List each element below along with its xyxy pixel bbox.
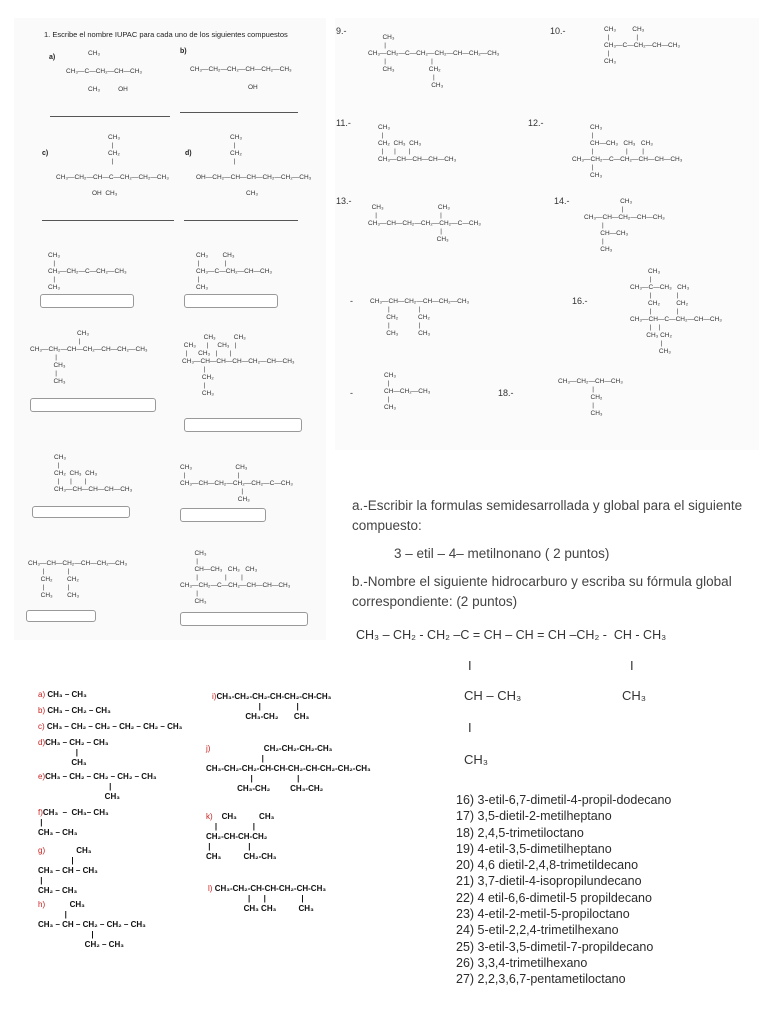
structure-c-main: CH₃—CH₂—CH—C—CH₂—CH₂—CH₃ [56, 174, 169, 181]
answer-box-4[interactable] [184, 418, 302, 432]
number-15: - [350, 296, 353, 306]
name-item: 25) 3-etil-3,5-dimetil-7-propildecano [456, 939, 654, 954]
bl-label-c: c) [38, 722, 45, 731]
question-a-compound: 3 – etil – 4– metilnonano ( 2 puntos) [394, 546, 610, 561]
bl-label-i: i) [212, 692, 217, 701]
bl-item-d [38, 738, 109, 768]
grid-structure-7: CH₃—CH—CH₂—CH—CH₂—CH₃ | | CH₂ CH₂ | | CH₃ CH₃ [28, 560, 128, 599]
name-item: 23) 4-etil-2-metil-5-propiloctano [456, 907, 630, 922]
grid-structure-3: CH₃ | CH₃—CH₂—CH—CH₂—CH—CH₂—CH₃ | CH₃ | CH₃ [30, 330, 148, 385]
structure-c-top: CH₃ | CH₂ | [108, 134, 121, 165]
bl-item-h [38, 900, 146, 950]
structure-d [196, 134, 318, 204]
structure-b-bottom: OH [248, 84, 258, 91]
bl-formula-k: CH₃ CH₃ | | CH₂-CH-CH-CH₂ | | CH₃ CH₂-CH₃ [206, 812, 277, 861]
number-9: 9.- [336, 26, 347, 36]
name-item: 27) 2,2,3,6,7-pentametiloctano [456, 972, 626, 987]
number-11: 11.- [336, 118, 351, 128]
bl-label-e: e) [38, 772, 46, 781]
formula-bar-2: I [630, 658, 634, 673]
bl-item-f [38, 808, 109, 838]
structure-d-bottom: CH₃ [246, 190, 259, 197]
label-b: b) [180, 48, 187, 55]
number-18: 18.- [498, 388, 514, 398]
bl-formula-a: CH₃ – CH₃ [47, 690, 87, 699]
bl-label-a: a) [38, 690, 46, 699]
grid-structure-8: CH₃ | CH—CH₃ CH₃ CH₃ | | | CH₃—CH₂—C—CH₂—CH—CH—CH₃ | CH₃ [180, 550, 291, 605]
bl-formula-e: CH₃ – CH₂ – CH₂ – CH₂ – CH₃ | CH₃ [45, 772, 157, 801]
bl-formula-g: CH₃ | CH₃ – CH – CH₃ | CH₂ – CH₃ [38, 846, 98, 895]
bl-item-i [212, 692, 331, 722]
structure-b [190, 62, 320, 92]
bl-item-j [206, 744, 371, 794]
structure-12: CH₃ | CH—CH₃ CH₃ CH₃ | | | CH₃—CH₂—C—CH₂—CH—CH—CH₃ | CH₃ [572, 124, 683, 179]
structure-18: CH₃—CH₂—CH—CH₃ | CH₂ | CH₃ [558, 378, 623, 417]
names-list [456, 792, 671, 988]
formula-main: CH₃ – CH₂ - CH₂ –C = CH – CH = CH –CH₂ - CH - CH₃ [356, 628, 667, 642]
label-a: a) [49, 54, 56, 61]
number-10: 10.- [550, 26, 566, 36]
bl-item-b [38, 706, 111, 716]
formula-sub-2: CH₃ [622, 688, 647, 703]
bl-item-g [38, 846, 98, 896]
bl-formula-b: CH₃ – CH₂ – CH₃ [47, 706, 111, 715]
structure-17: CH₃ | CH—CH₂—CH₃ | CH₃ [384, 372, 431, 411]
bl-label-j: j) [206, 744, 211, 753]
bl-item-a [38, 690, 87, 700]
bl-formula-h: CH₃ | CH₃ – CH – CH₂ – CH₂ – CH₃ | CH₂ – CH₃ [38, 900, 146, 949]
bl-label-k: k) [206, 812, 213, 821]
structure-a [66, 50, 176, 96]
bl-item-l [208, 884, 326, 914]
structure-d-main: OH—CH₂—CH—CH—CH₂—CH₂—CH₃ [196, 174, 312, 181]
structure-10: CH₃ CH₃ | | CH₃—C—CH₂—CH—CH₃ | CH₃ [604, 26, 681, 65]
bl-formula-l: CH₃-CH₂-CH-CH-CH₂-CH-CH₃ | | | CH₃ CH₃ CH₃ [214, 884, 327, 913]
structure-a-bottom: CH₃ OH [88, 86, 128, 93]
question-b-text: b.-Nombre el siguiente hidrocarburo y escriba su fórmula global correspondiente: (2 puntos) [352, 574, 732, 609]
bl-formula-f: CH₃ – CH₃– CH₃ | CH₃ – CH₃ [38, 808, 109, 837]
name-item: 18) 2,4,5-trimetiloctano [456, 825, 584, 840]
number-16: 16.- [572, 296, 588, 306]
structure-16: CH₃ | CH₃—C—CH₃ CH₃ | | CH₂ CH₂ | | CH₃—CH—C—CH₂—CH—CH₃ | | CH₃ CH₂ | CH₃ [630, 268, 722, 355]
number-12: 12.- [528, 118, 544, 128]
name-item: 19) 4-etil-3,5-dimetilheptano [456, 841, 612, 856]
name-item: 17) 3,5-dietil-2-metilheptano [456, 809, 612, 824]
structure-11: CH₃ | CH₂ CH₃ CH₃ | | | CH₃—CH—CH—CH—CH₃ [378, 124, 457, 163]
name-item: 20) 4,6 dietil-2,4,8-trimetildecano [456, 858, 639, 873]
bl-label-d: d) [38, 738, 46, 747]
number-17: - [350, 388, 353, 398]
name-item: 21) 3,7-dietil-4-isopropilundecano [456, 874, 642, 889]
bl-item-c [38, 722, 182, 732]
bl-label-g: g) [38, 846, 46, 855]
bl-item-e [38, 772, 157, 802]
structure-14: CH₃ | CH₃—CH—CH₂—CH—CH₃ | CH—CH₃ | CH₃ [584, 198, 665, 253]
name-item: 26) 3,3,4-trimetilhexano [456, 955, 588, 970]
bl-formula-i: CH₃-CH₂-CH₂-CH-CH₂-CH-CH₃ | | CH₃-CH₂ CH₃ [216, 692, 332, 721]
name-item: 22) 4 etil-6,6-dimetil-5 propildecano [456, 890, 652, 905]
structure-13: CH₃ CH₃ | | CH₃—CH—CH₂—CH₂—CH₂—C—CH₃ | CH₃ [368, 204, 481, 243]
bl-formula-j: CH₂-CH₂-CH₂-CH₃ | CH₃-CH₂-CH₂-CH-CH-CH₂-CH-CH₂-CH₂-CH₃ | | CH₃-CH₂ CH₃-CH₂ [206, 744, 371, 793]
structure-15: CH₃—CH—CH₂—CH—CH₂—CH₃ | | CH₂ CH₂ | | CH₃ CH₃ [370, 298, 470, 337]
structure-a-top: CH₃ [88, 50, 101, 57]
formula-sub-1: CH – CH₃ [464, 688, 522, 703]
worksheet-instruction: 1. Escribe el nombre IUPAC para cada uno de los siguientes compuestos [44, 30, 288, 39]
grid-structure-2: CH₃ CH₃ | | CH₃—C—CH₂—CH—CH₃ | CH₃ [196, 252, 273, 291]
name-item: 24) 5-etil-2,2,4-trimetilhexano [456, 923, 619, 938]
question-a-text: a.-Escribir la formulas semidesarrollada y global para el siguiente compuesto: [352, 498, 743, 533]
grid-structure-5: CH₃ | CH₂ CH₃ CH₃ | | | CH₃—CH—CH—CH—CH₃ [54, 454, 133, 493]
structure-c-bottom: OH CH₃ [92, 190, 118, 197]
formula-bar-3: I [468, 720, 472, 735]
answer-line-b[interactable] [180, 112, 298, 113]
bl-label-b: b) [38, 706, 46, 715]
formula-sub-3: CH₃ [464, 752, 489, 767]
answer-box-3[interactable] [30, 398, 156, 412]
grid-structure-4: CH₃ CH₃ CH₃ | CH₃ | | CH₃ | | CH₃—CH—CH—CH—CH₂—CH—CH₃ | CH₂ | CH₃ [182, 334, 295, 397]
answer-box-5[interactable] [32, 506, 130, 518]
structure-a-main: CH₃—C—CH₂—CH—CH₃ [66, 68, 143, 75]
label-d: d) [185, 150, 192, 157]
bl-label-f: f) [38, 808, 43, 817]
bl-label-h: h) [38, 900, 46, 909]
bl-formula-c: CH₃ – CH₂ – CH₂ – CH₂ – CH₂ – CH₃ [46, 722, 183, 731]
answer-box-2[interactable] [184, 294, 278, 308]
answer-line-c[interactable] [42, 220, 174, 221]
answer-box-1[interactable] [40, 294, 134, 308]
answer-line-d[interactable] [184, 220, 298, 221]
answer-box-8[interactable] [180, 612, 308, 626]
grid-structure-1: CH₃ | CH₃—CH₂—C—CH₂—CH₃ | CH₃ [48, 252, 127, 291]
bl-label-l: l) [208, 884, 213, 893]
label-c: c) [42, 150, 49, 157]
structure-c [56, 134, 176, 204]
structure-9: CH₃ | CH₃—CH₂—C—CH₂—CH₂—CH—CH₂—CH₃ | | CH₃ CH₂ | CH₃ [368, 34, 500, 89]
number-13: 13.- [336, 196, 352, 206]
bl-item-k [206, 812, 277, 862]
name-item: 16) 3-etil-6,7-dimetil-4-propil-dodecano [456, 793, 672, 807]
answer-box-7[interactable] [26, 610, 96, 622]
structure-d-top: CH₃ | CH₂ | [230, 134, 243, 165]
answer-line-a[interactable] [50, 116, 170, 117]
bl-formula-d: CH₃ – CH₂ – CH₃ | CH₃ [45, 738, 109, 767]
formula-bar-1: I [468, 658, 472, 673]
number-14: 14.- [554, 196, 570, 206]
answer-box-6[interactable] [180, 508, 266, 522]
structure-b-main: CH₃—CH₂—CH₂—CH—CH₂—CH₃ [190, 66, 292, 73]
grid-structure-6: CH₃ CH₃ | | CH₃—CH—CH₂—CH₂—CH₂—C—CH₃ | CH₃ [180, 464, 293, 503]
